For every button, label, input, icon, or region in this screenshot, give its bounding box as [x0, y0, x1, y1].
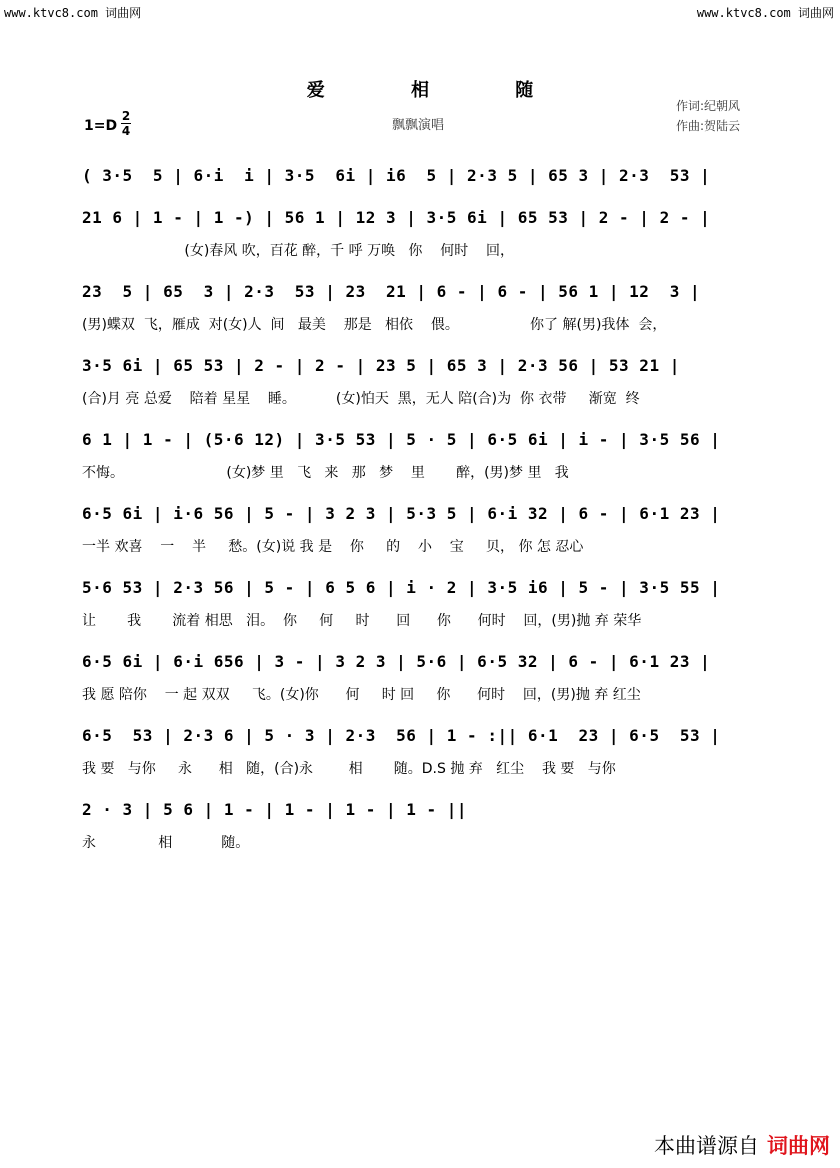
lyricist-credit: 作词:纪朝风	[676, 99, 741, 113]
lyric-line: 我 愿 陪你 一 起 双双 飞。(女)你 何 时 回 你 何时 回，(男)抛 弃 红尘	[82, 687, 641, 703]
lyric-line: 永 相 随。	[82, 835, 250, 851]
notation-line: 21 6 | 1 - | 1 -) | 56 1 | 12 3 | 3·5 6i | 65 53 | 2 - | 2 - |	[82, 208, 711, 227]
key-signature: 1=D	[84, 118, 118, 134]
notation-line: 6·5 6i | i·6 56 | 5 - | 3 2 3 | 5·3 5 | 6·i 32 | 6 - | 6·1 23 |	[82, 504, 721, 523]
notation-line: 2 · 3 | 5 6 | 1 - | 1 - | 1 - | 1 - ||	[82, 800, 468, 819]
time-signature-denominator: 4	[121, 124, 131, 138]
notation-line: 6 1 | 1 - | (5·6 12) | 3·5 53 | 5 · 5 | 6·5 6i | i - | 3·5 56 |	[82, 430, 721, 449]
composer-credit: 作曲:贺陆云	[676, 119, 741, 133]
source-footer	[654, 1130, 830, 1160]
time-signature-numerator: 2	[121, 109, 131, 123]
notation-line: 6·5 53 | 2·3 6 | 5 · 3 | 2·3 56 | 1 - :|| 6·1 23 | 6·5 53 |	[82, 726, 721, 745]
lyric-line: 让 我 流着 相思 泪。 你 何 时 回 你 何时 回，(男)抛 弃 荣华	[82, 613, 642, 629]
lyric-line: 不悔。 (女)梦 里 飞 来 那 梦 里 醉，(男)梦 里 我	[82, 465, 569, 481]
notation-line: 3·5 6i | 65 53 | 2 - | 2 - | 23 5 | 65 3 | 2·3 56 | 53 21 |	[82, 356, 680, 375]
watermark-left: www.ktvc8.com 词曲网	[4, 6, 142, 20]
lyric-line: 我 要 与你 永 相 随，(合)永 相 随。D.S 抛 弃 红尘 我 要 与你	[82, 761, 616, 777]
notation-line: 23 5 | 65 3 | 2·3 53 | 23 21 | 6 - | 6 - | 56 1 | 12 3 |	[82, 282, 701, 301]
notation-line: 6·5 6i | 6·i 656 | 3 - | 3 2 3 | 5·6 | 6·5 32 | 6 - | 6·1 23 |	[82, 652, 711, 671]
lyric-line: (男)蝶双 飞，雁成 对(女)人 间 最美 那是 相依 偎。 你了 解(男)我体 会，	[82, 317, 667, 333]
source-text: 本曲谱源自	[654, 1134, 759, 1158]
credits	[676, 96, 740, 136]
brand-logo[interactable]: 词曲网	[767, 1134, 830, 1158]
singer-credit: 飘飘演唱	[392, 118, 445, 133]
notation-line: ( 3·5 5 | 6·i i | 3·5 6i | i6 5 | 2·3 5 | 65 3 | 2·3 53 |	[82, 166, 711, 185]
notation-line: 5·6 53 | 2·3 56 | 5 - | 6 5 6 | i · 2 | 3·5 i6 | 5 - | 3·5 55 |	[82, 578, 721, 597]
time-signature	[120, 110, 132, 137]
lyric-line: 一半 欢喜 一 半 愁。(女)说 我 是 你 的 小 宝 贝， 你 怎 忍心	[82, 539, 584, 555]
lyric-line: (女)春风 吹，百花 醉，千 呼 万唤 你 何时 回，	[82, 243, 515, 259]
song-title: 爱 相 随	[306, 80, 574, 101]
lyric-line: (合)月 亮 总爱 陪着 星星 睡。 (女)怕天 黑，无人 陪(合)为 你 衣带 渐宽 终	[82, 391, 640, 407]
watermark-right: www.ktvc8.com 词曲网	[696, 6, 834, 20]
